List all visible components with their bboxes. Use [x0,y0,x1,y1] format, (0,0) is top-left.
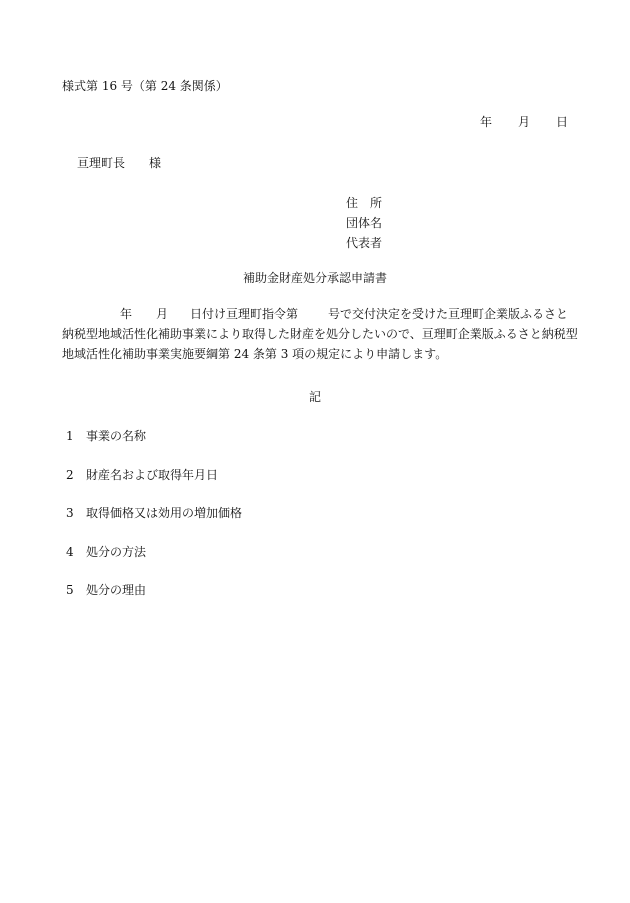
ki-heading: 記 [308,390,321,404]
list-item [66,505,242,544]
list-item [66,467,242,506]
body-line-3: 地域活性化補助事業実施要綱第 24 条第 3 項の規定により申請します。 [62,347,448,361]
addressee-name: 亘理町長 [77,156,126,170]
date-day: 日 [555,115,568,129]
item-label: 取得価格又は効用の増加価格 [86,506,243,520]
list-item [66,582,242,621]
body-paragraph [62,304,580,364]
applicant-address-label: 住 所 [346,196,383,210]
item-label: 財産名および取得年月日 [86,467,219,482]
list-item [66,428,242,467]
body-date-suffix: 日付け亘理町指令第 [190,307,299,321]
date-line [480,114,568,130]
item-label: 処分の方法 [86,544,147,559]
document-title: 補助金財産処分承認申請書 [242,271,387,285]
applicant-block [346,193,382,253]
date-year: 年 [479,115,492,129]
body-month: 月 [156,307,169,321]
addressee-honorific: 様 [149,156,162,170]
item-number: 4 [66,544,74,559]
body-decision: 号で交付決定を受けた亘理町企業版ふるさと [328,307,569,321]
item-number: 5 [66,583,74,597]
item-number: 3 [66,506,74,520]
applicant-representative-label: 代表者 [346,236,383,250]
list-item [66,544,242,583]
item-number: 2 [66,467,74,482]
date-month: 月 [517,115,530,129]
item-label: 事業の名称 [86,429,147,443]
item-label: 処分の理由 [86,583,147,597]
item-number: 1 [66,429,74,443]
body-line-2: 納税型地域活性化補助事業により取得した財産を処分したいので、亘理町企業版ふるさと納税型 [62,327,578,341]
item-list [66,428,242,621]
form-number: 様式第 16 号（第 24 条関係） [62,79,228,93]
addressee [77,155,161,171]
applicant-organization-label: 団体名 [346,216,383,230]
body-line-1 [62,304,580,324]
body-year: 年 [120,307,133,321]
